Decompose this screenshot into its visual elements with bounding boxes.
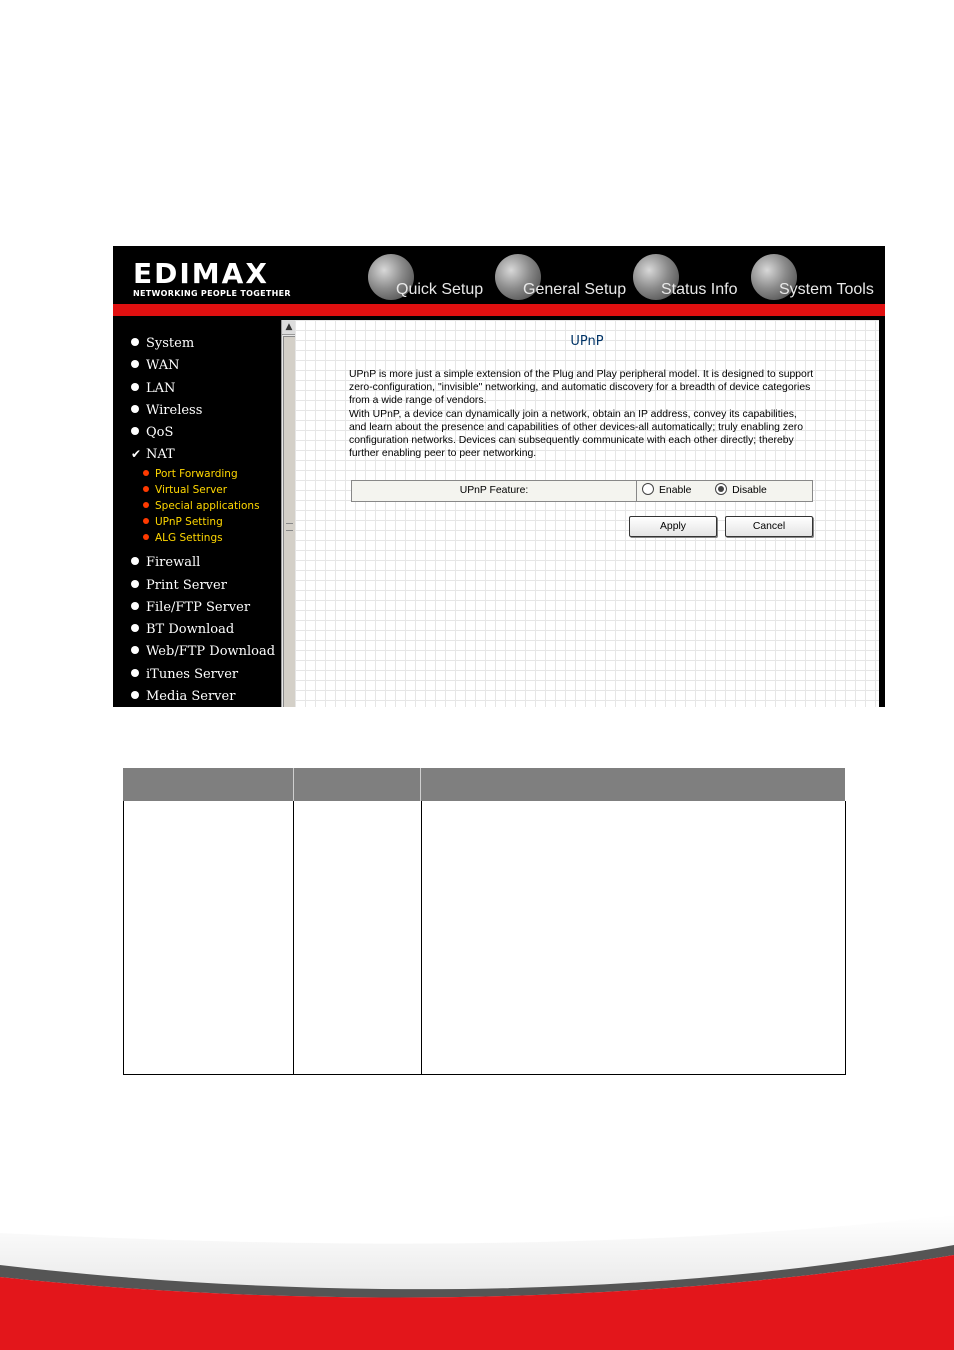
sidebar-item-nat[interactable]: ✔ NAT [131,447,175,462]
brand-name: EDIMAX [133,257,269,290]
submenu-alg-settings[interactable]: ALG Settings [143,532,223,547]
sidebar-item-media-server[interactable]: Media Server [131,689,235,707]
check-icon: ✔ [131,447,142,461]
page-title: UPnP [570,334,604,349]
nav-label: System Tools [779,281,874,298]
radio-on-icon[interactable] [715,483,727,495]
nav-label: Status Info [661,281,738,298]
sidebar-item-wan[interactable]: WAN [131,358,179,378]
description [349,368,817,460]
brand-tagline: NETWORKING PEOPLE TOGETHER [133,289,291,298]
bullet-icon [131,580,139,588]
bullet-icon [143,534,149,540]
scroll-up-icon[interactable]: ▲ [282,320,296,335]
table-header [123,768,845,801]
header-divider [293,768,294,801]
bullet-icon [131,557,139,565]
header-divider [420,768,421,801]
bullet-icon [131,602,139,610]
sidebar-item-firewall[interactable]: Firewall [131,555,200,575]
upnp-feature-options [642,481,767,501]
router-ui-screenshot [113,246,885,707]
column-divider [421,801,422,1074]
table-body [123,801,846,1075]
document-table [123,768,845,1075]
header-accent-bar [113,304,885,316]
cancel-button[interactable]: Cancel [725,516,813,537]
nav-label: Quick Setup [396,281,484,298]
upnp-feature-row [351,480,813,502]
sidebar-item-qos[interactable]: QoS [131,425,173,445]
bullet-icon [131,338,139,346]
upnp-feature-label: UPnP Feature: [352,481,637,501]
submenu-special-applications[interactable]: Special applications [143,500,260,515]
column-divider [293,801,294,1074]
bullet-icon [143,502,149,508]
bullet-icon [131,360,139,368]
sidebar-item-system[interactable]: System [131,336,194,356]
submenu-upnp-setting[interactable]: UPnP Setting [143,516,223,531]
sidebar [119,320,281,707]
grip-icon [286,523,293,531]
bullet-icon [131,427,139,435]
bullet-icon [131,624,139,632]
radio-off-icon[interactable] [642,483,654,495]
sidebar-item-wireless[interactable]: Wireless [131,403,202,423]
bullet-icon [131,646,139,654]
apply-button[interactable]: Apply [629,516,717,537]
bullet-icon [131,691,139,699]
edimax-logo [133,257,291,298]
disable-radio[interactable]: Disable [715,485,767,496]
bullet-icon [131,383,139,391]
bullet-icon [131,405,139,413]
sidebar-item-bt-download[interactable]: BT Download [131,622,234,642]
submenu-port-forwarding[interactable]: Port Forwarding [143,468,238,483]
sidebar-item-print-server[interactable]: Print Server [131,578,227,598]
description-paragraph: UPnP is more just a simple extension of the Plug and Play peripheral model. It is designed to support zero-configuration, "invisible" networking, and automatic discovery for a breadth of device categories from a wide range of vendors. [349,369,814,407]
sidebar-item-lan[interactable]: LAN [131,381,175,401]
bullet-icon [143,470,149,476]
description-paragraph: With UPnP, a device can dynamically join a network, obtain an IP address, convey its capabilities, and learn about the presence and capabilities of other devices-all automatically; truly enabling zero configuration networks. Devices can subsequently communicate with each other directly; thereby further enabling peer to peer networking. [349,408,803,460]
header-bar [113,246,885,304]
submenu-virtual-server[interactable]: Virtual Server [143,484,227,499]
bullet-icon [143,486,149,492]
footer-swoosh [0,1205,954,1350]
bullet-icon [143,518,149,524]
bullet-icon [131,669,139,677]
enable-radio[interactable]: Enable [642,485,691,496]
sidebar-item-file-ftp-server[interactable]: File/FTP Server [131,600,250,620]
sidebar-item-itunes-server[interactable]: iTunes Server [131,667,238,687]
sidebar-scrollbar[interactable] [281,320,296,707]
nav-label: General Setup [523,281,627,298]
main-content [295,320,879,707]
sidebar-item-web-ftp-download[interactable]: Web/FTP Download [131,644,275,664]
